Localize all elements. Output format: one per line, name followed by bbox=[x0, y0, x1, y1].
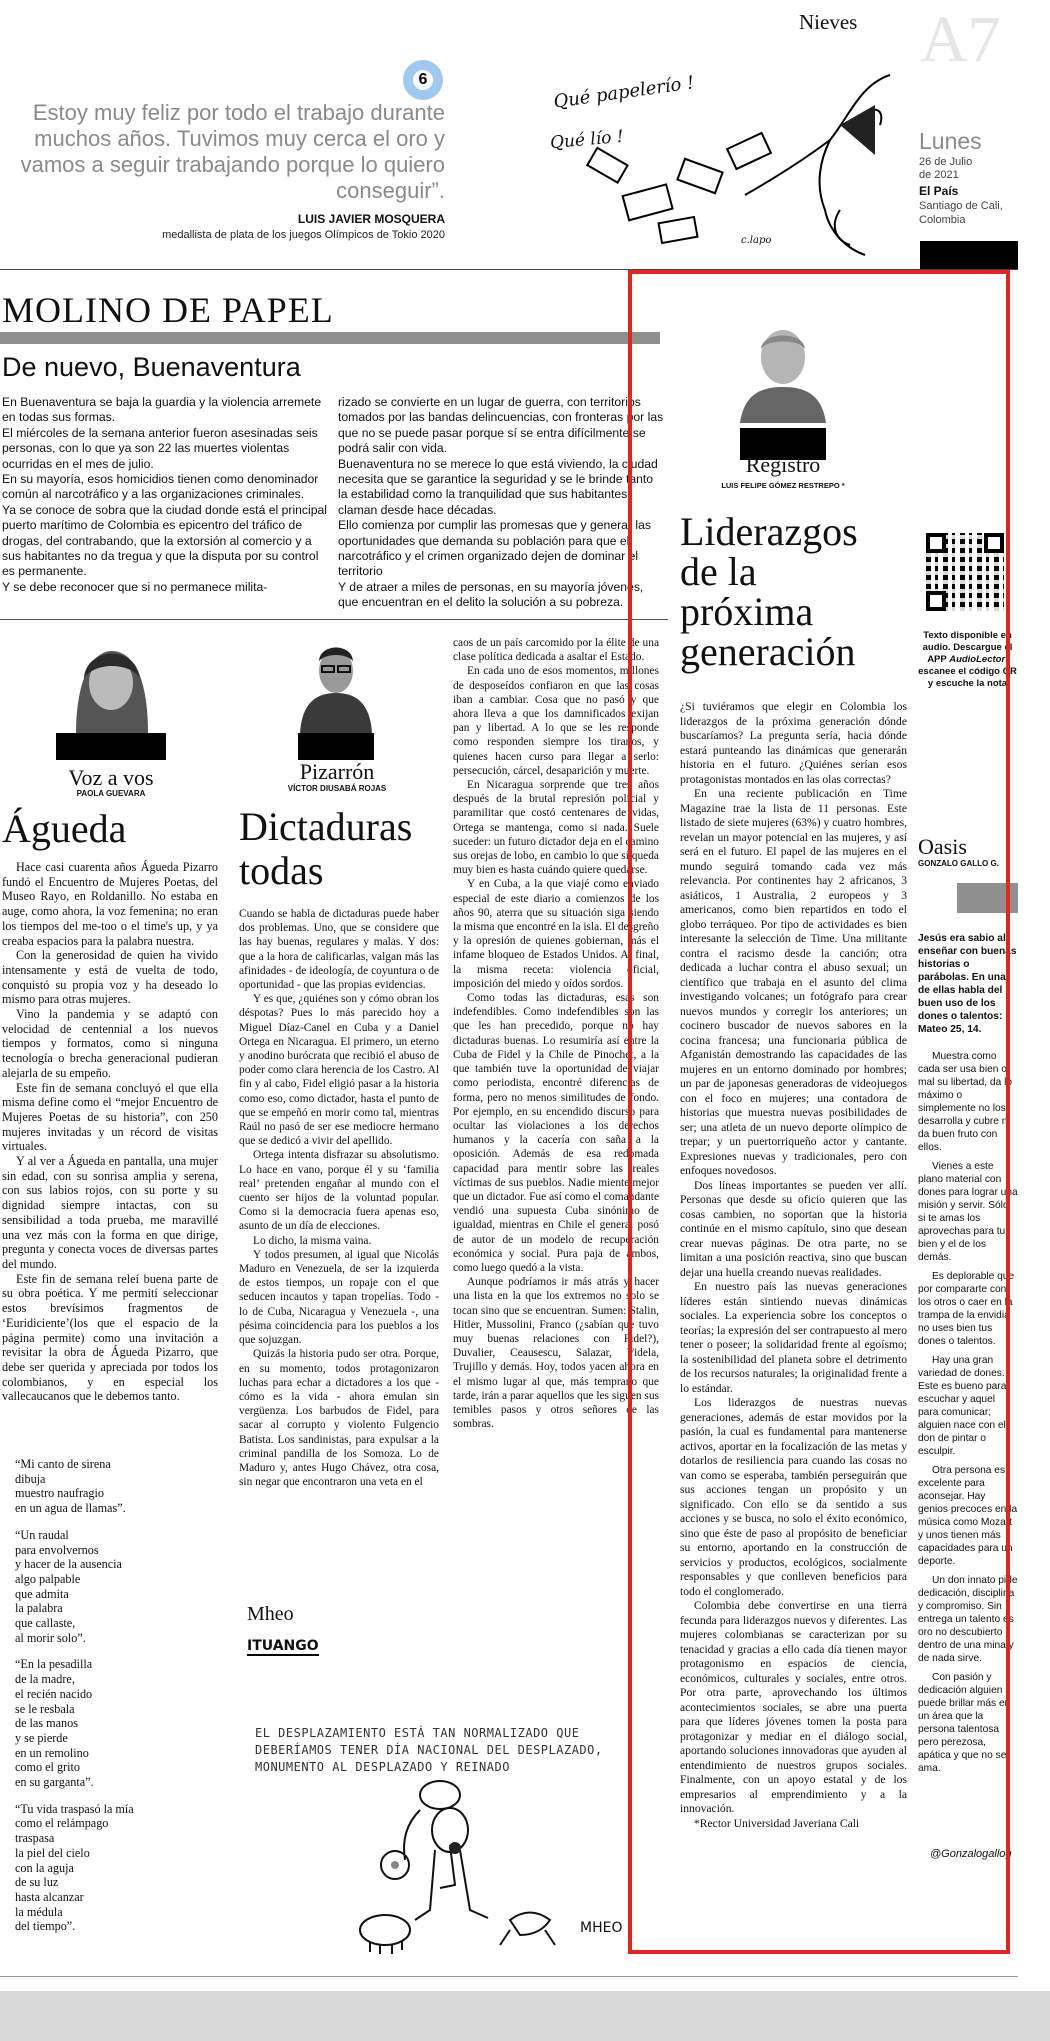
article-body-agueda bbox=[2, 860, 218, 1404]
footnote: *Rector Universidad Javeriana Cali bbox=[694, 1816, 860, 1830]
photo-black-band bbox=[298, 733, 374, 760]
paragraph: Hace casi cuarenta años Águeda Pizarro fundó el Encuentro de Mujeres Poetas, del Museo Rayo, en Roldanillo. No estaba en auge, como ahora, la voz femenina; no eran los tiempos del me-too o el time's up, y ya creaba espacios para la palabra nuestra. bbox=[2, 860, 218, 948]
cartoon-mheo-signature: MHEO bbox=[580, 1920, 623, 1936]
qr-caption-app: AudioLector bbox=[949, 654, 1006, 665]
column-name-voz-a-vos: Voz a vos bbox=[68, 765, 154, 790]
paragraph: Vino la pandemia y se adaptó con velocidad de centennial a los nuevos tiempos y formatos, como si ninguna tecnología o brecha generacional pudieran alejarla de su empeño. bbox=[2, 1007, 218, 1080]
column-name-registro: Registro bbox=[745, 452, 821, 477]
paragraph: Aunque podríamos ir más atrás y hacer una lista en la que los extremos no solo se tocan sino que se encuentran. Sumen: Stalin, Hitler, Mussolini, Franco (¿sabían que tuvo muy buenas relaciones con Fidel?), Duvalier, Ceausescu, Salazar, Videla, Trujillo y demás. Hoy, todos yacen ahora en el mismo lugar al que, más temprano que tarde, irán a parar aquellos que les siguen sus temibles pasos y otros señores de las sombras. bbox=[453, 1276, 659, 1431]
article-title-dictaduras: Dictaduras todas bbox=[239, 804, 413, 893]
columnist-photo-victor bbox=[298, 633, 374, 755]
featured-quote: Estoy muy feliz por todo el trabajo durante muchos años. Tuvimos muy cerca el oro y vamos a seguir trabajando porque lo quiero conseguir”. bbox=[20, 100, 445, 203]
highlight-box[interactable] bbox=[628, 270, 1010, 1954]
poem-fragment: “Un raudal para envolvernos y hacer de la ausencia algo palpable que admita la palabra que callaste, al morir solo”. bbox=[15, 1527, 122, 1645]
oasis-handle: @Gonzalogallog bbox=[930, 1848, 1012, 1860]
cartoon-name-mheo: Mheo bbox=[247, 1603, 294, 1625]
article-title-liderazgos: Liderazgos de la próxima generación bbox=[680, 509, 858, 674]
footer-band bbox=[0, 1991, 1050, 2041]
paragraph: En cada uno de esos momentos, millones de desposeídos confiaron en que las cosas iban a cambiar. Cosa que no pasó y que ahora lleva a que los damnificados exijan pan y libertad. A lo que se les responde como responden siempre los tiranos, y quienes hacen curso para llegar a serlo: persecución, cárcel, desaparición y muerte. bbox=[453, 665, 659, 777]
paragraph: Vienes a este plano material con dones para lograr una misión y servir. Sólo si te amas los aprovechas para tu bien y el de los demás. bbox=[918, 1161, 1018, 1263]
poem-fragment: “En la pesadilla de la madre, el recién nacido se le resbala de las manos y se pierde en un remolino como el grito en su garganta”. bbox=[15, 1657, 94, 1790]
paragraph: Colombia debe convertirse en una tierra fecunda para liderazgos nuevos y diferentes. Las mujeres colombianas se caracterizan por su tenacidad y gracias a ello cada día tienen mayor protagonismo en espacios de ciencia, económicos, culturales y sociales, entre otros. Por otra parte, aprovechando los últimos acontecimientos sociales, se abre una puerta para que líderes jóvenes tomen la posta para protagonizar y mediar en el diálogo social, aportando soluciones innovadoras que ayuden al entendimiento de nuestros grupos sociales. Finalmente, con un apoyo estatal y de los empresarios al emprendimiento y a la innovación. bbox=[680, 1599, 907, 1815]
paragraph: Y es que, ¿quiénes son y cómo obran los déspotas? Pues lo más parecido hoy a Miguel Díaz-Canel en Cuba y a Daniel Ortega en Nicaragua. El primero, un eterno y anodino burócrata que recibió el abuso de poder como clara herencia de los Castro. Al fin y al cabo, Fidel eligió pasar a la historia como eso, como dictador, hasta el punto de que se empeñó en morir como tal, mientras Raúl no pasó de ser ese mediocre hermano que se dedicó a vivir del apellido. bbox=[239, 993, 439, 1148]
paragraph: Y en Cuba, a la que viajé como enviado especial de este diario a comienzos de los años 90, aterra que su situación siga siendo la misma que encontré en la isla. El desgreño y la opresión de quienes gobiernan, más el infame bloqueo de Estados Unidos. Al final, la misma receta: violencia oficial, imposición del miedo y oídos sordos. bbox=[453, 878, 659, 990]
paragraph: Hay una gran variedad de dones. Este es bueno para escuchar y aquel para comunicar; alguien nace con el don de pintar o esculpir. bbox=[918, 1355, 1007, 1457]
columnist-luis-felipe: LUIS FELIPE GÓMEZ RESTREPO * bbox=[721, 481, 845, 490]
paragraph: Como todas las dictaduras, esas son indefendibles. Como indefendibles son las que les han precedido, porque no hay dictaduras buenas. Lo resumiría así entre la Cuba de Fidel y la Chile de Pinochet, a la que también tuve la oportunidad de viajar como periodista, encontré diferencias de forma, pero no menos similitudes de fondo. Por ejemplo, en su encendido discurso para ocultar las violaciones a los derechos humanos y la cacería con saña a la oposición. Además de esa redomada capacidad para mentir sobre las reales víctimas de sus pueblos. Nadie miente mejor que un dictador. Fue así como el comandante vendió una supuesta Cuba sinónimo de igualdad, mientras en Chile el general posó de autor de un modelo de recuperación económica y social. Pura paja de ambos, como luego quedó a la vista. bbox=[453, 992, 659, 1274]
paragraph: Y todos presumen, al igual que Nicolás Maduro en Venezuela, de ser la izquierda de estos tiempos, un ropaje con el que seducen incautos y tapan tropelías. Todo - lo de Cuba, Nicaragua y Venezuela -, una pésima coincidencia para los pueblos a los que sojuzgan. bbox=[239, 1248, 439, 1347]
cartoon-author: Nieves bbox=[799, 10, 858, 34]
oasis-lead: Jesús era sabio al enseñar con buenas historias o parábolas. En una de ellas habla del buen uso de los dones o talentos: Mateo 25, 14. bbox=[918, 933, 1017, 1035]
section-title: MOLINO DE PAPEL bbox=[2, 290, 334, 330]
quote-author: LUIS JAVIER MOSQUERA bbox=[297, 212, 445, 226]
bottom-rule bbox=[0, 1976, 1018, 1977]
editorial-rule bbox=[0, 619, 668, 620]
poem-fragments bbox=[15, 1457, 215, 1946]
city-label: Santiago de Cali, Colombia bbox=[919, 200, 1003, 226]
qr-caption-text: Texto disponible en audio. Descargue el APP bbox=[922, 630, 1013, 665]
paragraph: ¿Si tuviéramos que elegir en Colombia los liderazgos de la próxima generación dónde buscaríamos? La pregunta sería, hacia dónde estará punteando las dinámicas que generarán historia en el futuro. ¿Quiénes serían esos protagonistas montados en las olas correctas? bbox=[680, 700, 907, 786]
poem-fragment: “Tu vida traspasó la mía como el relámpago traspasa la piel del cielo con la aguja de su luz hasta alcanzar la médula del tiempo”. bbox=[15, 1801, 134, 1934]
paragraph: Este fin de semana concluyó el que ella misma define como el “mejor Encuentro de Mujeres Poetas de su historia”, con 250 mujeres invitadas y un récord de visitas virtuales. bbox=[2, 1080, 218, 1154]
masthead-black-bar bbox=[920, 241, 1018, 269]
paragraph: Los liderazgos de nuestras nuevas generaciones, además de estar movidos por la pasión, la cual es fundamental para mantenerse activos, aportar en la focalización de las metas y dotarlos de resiliencia para cuando las cosas no van como se esperaba, también perseguirán que sus acciones tengan un propósito y un significado. Con ello se da sentido a sus acciones y se busca, no solo el éxito económico, sino que éste de paso al propósito de beneficiar su entorno, aportando en la construcción de servicios y productos, ecológicos, socialmente responsables y que conlleven beneficios para todo el conglomerado. bbox=[680, 1396, 907, 1598]
paragraph: Es deplorable que por compararte con los otros o caer en la trampa de la envidia no uses bien tus dones o talentos. bbox=[918, 1271, 1015, 1347]
column-name-oasis: Oasis bbox=[918, 834, 967, 859]
quote-author-role: medallista de plata de los juegos Olímpicos de Tokio 2020 bbox=[162, 229, 445, 241]
paragraph: caos de un país carcomido por la élite de una clase política dedicada a asaltar el Estado. bbox=[453, 637, 659, 664]
paper-name: El País bbox=[919, 184, 959, 198]
paragraph: Lo dicho, la misma vaina. bbox=[253, 1234, 372, 1247]
editorial-title: De nuevo, Buenaventura bbox=[2, 352, 301, 382]
paragraph: Con la generosidad de quien ha vivido intensamente y está de vuelta de todo, conquistó su propia voz y ha deseado lo mismo para otras mujeres. bbox=[2, 948, 218, 1007]
paragraph: Con pasión y dedicación alguien puede brillar más en un área que la persona talentosa pero perezosa, apática y que no se ama. bbox=[918, 1672, 1011, 1774]
paragraph: Este fin de semana releí buena parte de su obra poética. Y me permití seleccionar estos brevísimos fragmentos de ‘Euridiciente’(los que el espacio de la página permite) como una invitación a revisitar la obra de Águeda Pizarro, que debe ser querida y apreciada por todos los colombianos, y en especial los vallecaucanos que le debemos tanto. bbox=[2, 1271, 218, 1404]
paragraph: Muestra como cada ser usa bien o mal su libertad, da lo máximo o simplemente no los desarrolla y cubre ni da buen fruto con ellos. bbox=[918, 1051, 1013, 1153]
columnist-victor: VÍCTOR DIUSABÁ ROJAS bbox=[287, 784, 387, 793]
paragraph: Un don innato pide dedicación, disciplina y compromiso. Sin entrega un talento es oro no descubierto dentro de una mina y de nada sirve. bbox=[918, 1575, 1018, 1664]
paragraph: Cuando se habla de dictaduras puede haber dos problemas. Uno, que se considere que las hay buenas, regulares y malas. Y dos: que a la hora de calificarlas, valgan más las afinidades - de ideología, de coyuntura o de oportunidad - que las propias evidencias. bbox=[239, 908, 439, 992]
page-label: A7 bbox=[920, 3, 1001, 76]
paragraph: Dos líneas importantes se pueden ver allí. Personas que desde su oficio quieren que las cosas cambien, no soportan que la historia continúe en el mismo capítulo, sino que desean crear nuevas páginas. De otra parte, no se limitan a una posición reactiva, sino que buscan dejar una huella creando nuevas realidades. bbox=[680, 1178, 907, 1279]
cartoon-label-ituango: ITUANGO bbox=[247, 1638, 319, 1654]
quote-number-badge bbox=[403, 60, 443, 100]
article-title-agueda: Águeda bbox=[2, 806, 127, 851]
columnist-photo-paola bbox=[56, 633, 166, 755]
columnist-gonzalo: GONZALO GALLO G. bbox=[918, 859, 999, 868]
columnist-paola: PAOLA GUEVARA bbox=[76, 789, 146, 798]
date-label: 26 de Julio de 2021 bbox=[919, 156, 973, 181]
poem-fragment: “Mi canto de sirena dibuja muestro naufragio en un agua de llamas”. bbox=[15, 1457, 126, 1516]
editorial-left-column: En Buenaventura se baja la guardia y la violencia arremete en todas sus formas. El miércoles de la semana anterior fueron asesinadas seis personas, con lo que ya son 22 las muertes violentas ocurridas en el mes de julio. En su mayoría, esos homicidios tienen como denominador común al narcotráfico y a las organizaciones criminales. Ya se conoce de sobra que la ciudad donde está el principal puerto marítimo de Colombia es epicentro del tráfico de drogas, del contrabando, que la extorsión al comercio y a sus habitantes no da tregua y que la disputa por su control es permanente. Y se debe reconocer que si no permanece milita- bbox=[2, 395, 327, 594]
paragraph: En una reciente publicación en Time Magazine trae la lista de 11 personas. Este listado de siete mujeres (63%) y cuatro hombres, revelan un mayor potencial en las mujeres, y así será en el futuro. El papel de las mujeres en el mundo seguirá tomando cada vez más relevancia. Por continentes hay 2 africanos, 3 asiáticos, 1 Australia, 2 europeos y 3 americanos, como bien repartidos en todo el globo terráqueo. Por tipo de actividades es bien interesante la selección de Time. Una militante contra el racismo desde la canción; otra dedicada a luchar contra el abuso sexual; un científico que trabaja en el asunto del clima investigando volcanes; un fotógrafo para crear nuevos mundos y corregir los anteriores; un cocinero buscador de nuevos sabores en la cocina francesa; una funcionaria pública de Afganistán demostrando las capacidades de las mujeres en un entorno dominado por hombres; un par de japonesas generadoras de videojuegos con el foco en mujeres; una contadora de historias que muestra nuevas posibilidades de ser; una atleta de un nuevo deporte olímpico de trepar; y un puertorriqueño actor y cantante. Expresiones nuevas y tradicionales, pero con enfoques novedosos. bbox=[680, 787, 907, 1177]
column-name-pizarron: Pizarrón bbox=[299, 759, 375, 784]
day-label: Lunes bbox=[919, 128, 982, 154]
paragraph: Otra persona es excelente para aconsejar. Hay genios precoces en la música como Mozart y unos tienen más capacidades para un deporte. bbox=[918, 1465, 1018, 1567]
photo-black-band bbox=[56, 733, 166, 760]
quote-number: 6 bbox=[413, 70, 433, 90]
article-body-dictaduras-a bbox=[239, 907, 439, 1489]
paragraph: En nuestro país las nuevas generaciones líderes están sintiendo nuevas dinámicas sociales. La experiencia sobre los conceptos o teorías; la expresión del ser contrapuesto al mero tener o poseer; la solidaridad frente al egoísmo; la sostenibilidad del planeta sobre el detrimento de los recursos naturales; la originalidad frente a lo estándar. bbox=[680, 1280, 907, 1395]
editorial-right-column: rizado se convierte en un lugar de guerra, con territorios tomados por las bandas delincuencias, con fronteras por las que no se puede pasar porque sí se entra difícilmente se podrá salir con vida. Buenaventura no se merece lo que está viviendo, la ciudad necesita que se garantice la seguridad y se le brinde tanto la estabilidad como la tranquilidad que sus habitantes claman desde hace décadas. Ello comienza por cumplir las promesas que y generar las oportunidades que demanda su población para que el narcotráfico y el crimen organizado dejen de dominar el territorio Y de atraer a miles de personas, en su mayoría jóvenes, que encuentran en el delito la solución a su pobreza. bbox=[338, 395, 664, 610]
cartoon-nieves bbox=[530, 45, 910, 260]
paragraph: En Nicaragua sorprende que tres años después de la brutal represión policial y paramilitar que costó centenares de vidas, Ortega se mantenga, como si nada. Suele suceder: un futuro dictador deja en el camino sus orejas de lobo, en cambio lo que sí queda muy bien es hasta cuándo quiere quedarse. bbox=[453, 779, 659, 877]
cartoon-speech-1: Qué papelerío ! bbox=[552, 72, 696, 113]
paragraph: Quizás la historia pudo ser otra. Porque, en su momento, todos protagonizaron luchas para echar a dictadores a los que - cómo es la vida - ahora emulan sin vergüenza. Los barbudos de Fidel, para sacar al corrupto y violento Fulgencio Batista. Los sandinistas, para expulsar a la criminal pandilla de los Somoza. Lo de Maduro y, antes Hugo Chávez, otra cosa, sin negar que encontraron una veta en el bbox=[239, 1348, 439, 1489]
paragraph: Y al ver a Águeda en pantalla, una mujer sin edad, con su sonrisa amplia y serena, con sus labios rojos, con su porte y su dignidad siempre intactas, con su sensibilidad a toda prueba, me maravillé una vez más con la forma en que dirige, pregunta y conecta voces de diversas partes del mundo. bbox=[2, 1154, 218, 1271]
qr-caption-rest: , escanee el código QR y escuche la nota bbox=[918, 654, 1017, 689]
cartoon-caption: EL DESPLAZAMIENTO ESTÁ TAN NORMALIZADO QUE DEBERÍAMOS TENER DÍA NACIONAL DEL DESPLAZADO, MONUMENTO AL DESPLAZADO Y REINADO bbox=[255, 1726, 603, 1774]
paragraph: Ortega intenta disfrazar su absolutismo. Lo hace en vano, porque él y su ‘familia real’ pretenden engañar al mundo con el cuento ser hijos de la voluntad popular. Como si la democracia fuera apenas eso, asunto de un día de elecciones. bbox=[239, 1149, 439, 1233]
section-rule bbox=[0, 332, 660, 344]
cartoon-speech-2: Qué lío ! bbox=[549, 126, 625, 154]
cartoon-signature: c.lapo bbox=[741, 235, 772, 246]
